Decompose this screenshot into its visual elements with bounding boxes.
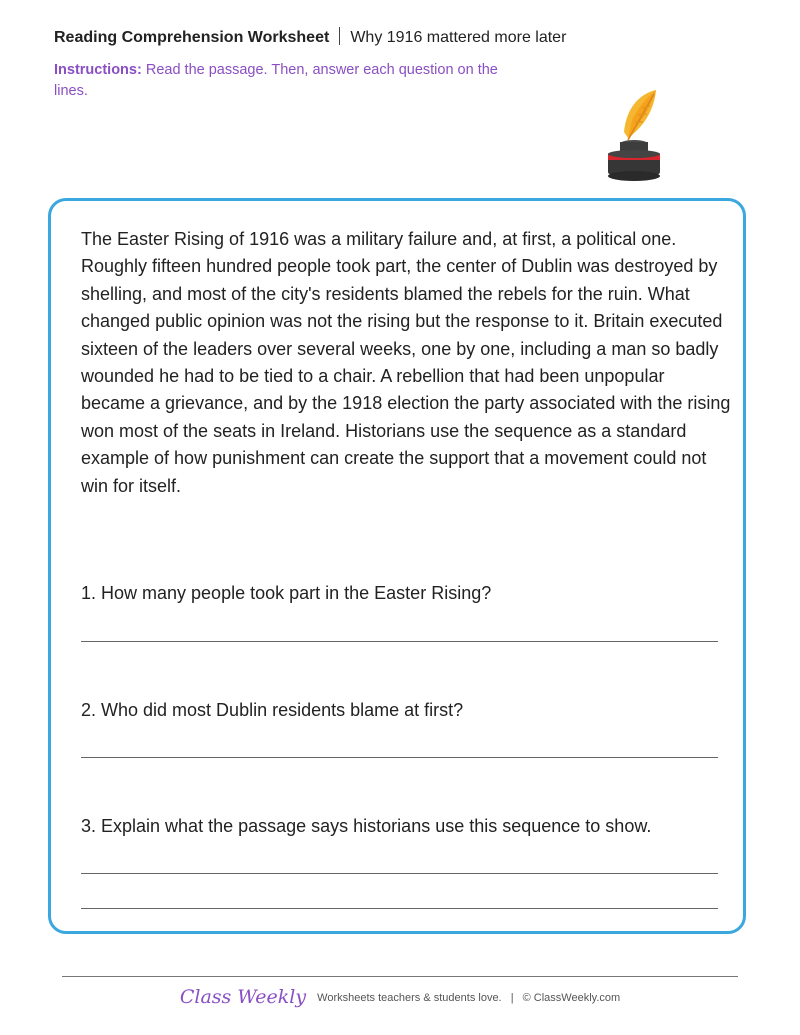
footer-divider — [62, 976, 738, 977]
footer — [0, 986, 800, 1008]
quill-inkwell-icon — [598, 88, 670, 188]
worksheet-subtitle: Why 1916 mattered more later — [350, 29, 567, 46]
question-3: 3. Explain what the passage says historians use this sequence to show. — [81, 816, 652, 836]
answer-line-3a[interactable] — [81, 873, 718, 874]
worksheet-title: Reading Comprehension Worksheet — [54, 29, 330, 46]
footer-copyright: © ClassWeekly.com — [522, 992, 621, 1004]
footer-tagline: Worksheets teachers & students love. — [317, 992, 502, 1004]
answer-line-3b[interactable] — [81, 908, 718, 909]
header-divider — [339, 27, 340, 45]
question-1: 1. How many people took part in the Easter Rising? — [81, 583, 492, 603]
worksheet-header — [54, 27, 566, 47]
answer-line-2[interactable] — [81, 757, 718, 758]
instructions — [54, 60, 504, 102]
instructions-label: Instructions: — [54, 62, 142, 78]
instructions-text: Read the passage. Then, answer each question on the lines. — [54, 62, 498, 99]
answer-line-1[interactable] — [81, 641, 718, 642]
reading-passage: The Easter Rising of 1916 was a military failure and, at first, a political one. Roughly fifteen hundred people took part, the center of Dublin was destroyed by shelling, and most of the city's residents blamed the rebels for the ruin. What changed public opinion was not the rising but the response to it. Britain executed sixteen of the leaders over several weeks, one by one, including a man so badly wounded he had to be tied to a chair. A rebellion that had been unpopular became a grievance, and by the 1918 election the party associated with the rising won most of the seats in Ireland. Historians use the sequence as a standard example of how punishment can create the support that a movement could not win for itself. — [81, 229, 731, 496]
footer-separator: | — [510, 992, 514, 1004]
brand-logo: Class Weekly — [179, 986, 307, 1008]
question-2: 2. Who did most Dublin residents blame at first? — [81, 700, 464, 720]
